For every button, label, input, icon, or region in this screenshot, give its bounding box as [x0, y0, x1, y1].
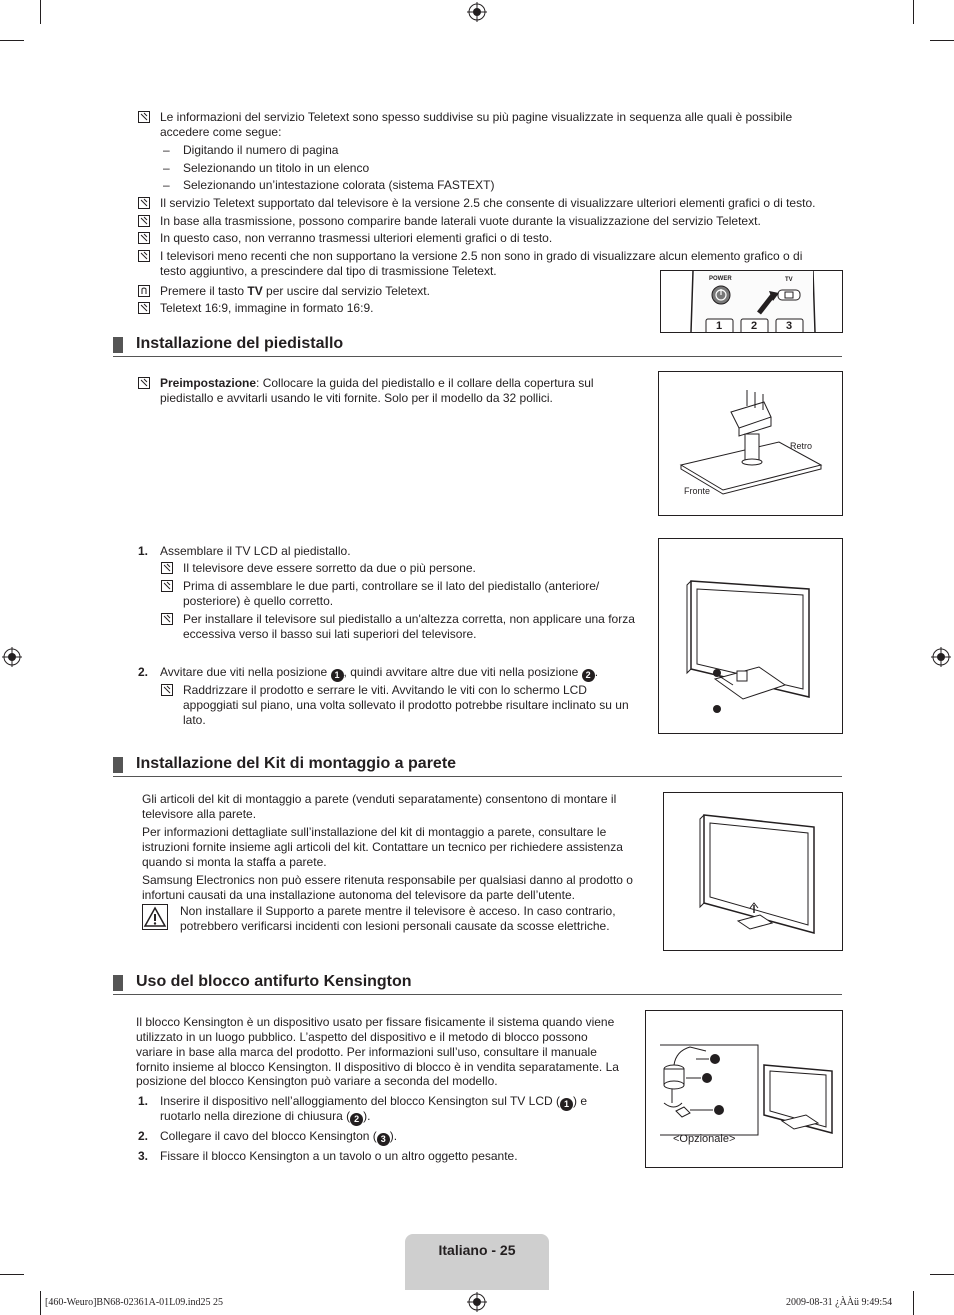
kensington-paragraph-line-5: posizione del blocco Kensington può variare a seconda del modello.	[136, 1074, 498, 1088]
note-icon	[138, 197, 150, 209]
crop-mark	[40, 1291, 41, 1315]
kensington-step-1: Inserire il dispositivo nell’alloggiamento del blocco Kensington sul TV LCD ( 1 ) e	[160, 1094, 587, 1109]
note-icon	[138, 215, 150, 227]
heading-bar	[113, 757, 123, 773]
teletext-note-5: I televisori meno recenti che non supportano la versione 2.5 non sono in grado di visualizzare alcun elemento grafico o di	[160, 249, 803, 263]
step-number: 3.	[138, 1149, 149, 1163]
note-icon	[161, 580, 173, 592]
kensington-figure	[645, 1010, 843, 1168]
wall-paragraph-2: Per informazioni dettagliate sull’installazione del kit di montaggio a parete, consultare le	[142, 825, 607, 839]
wall-warning: Non installare il Supporto a parete mentre il televisore è acceso. In caso contrario,	[180, 904, 616, 918]
wall-warning-cont: potrebbero verificarsi incidenti con lesioni personali causate da scosse elettriche.	[180, 919, 610, 933]
callout-2-icon: 2	[582, 669, 595, 682]
stand-heading: Installazione del piedistallo	[136, 335, 344, 352]
registration-mark-icon	[467, 1292, 487, 1312]
note-icon	[138, 302, 150, 314]
heading-bar	[113, 337, 123, 353]
teletext-note-1-cont: accedere come segue:	[160, 125, 282, 139]
stand-step-1-note-2-cont: posteriore) è quello corretto.	[183, 594, 334, 608]
dash: –	[163, 178, 170, 192]
wall-mount-illustration	[664, 793, 842, 950]
teletext-note-2: Il servizio Teletext supportato dal televisore è la versione 2.5 che consente di visualizzare ulteriori elementi grafici o di testo.	[160, 196, 816, 210]
kensington-step-3: Fissare il blocco Kensington a un tavolo o un altro oggetto pesante.	[160, 1149, 518, 1163]
callout-2-icon: 2	[350, 1113, 363, 1126]
teletext-note-4: In questo caso, non verranno trasmessi ulteriori elementi grafici o di testo.	[160, 231, 553, 245]
print-slug-right: 2009-08-31 ¿ÀÀü 9:49:54	[786, 1297, 893, 1308]
wall-paragraph-1-cont: televisore alla parete.	[142, 807, 257, 821]
wall-paragraph-3: Samsung Electronics non può essere ritenuta responsabile per qualsiasi danno al prodotto o	[142, 873, 633, 887]
teletext-note-7: Teletext 16:9, immagine in formato 16:9.	[160, 301, 374, 315]
step-number: 1.	[138, 544, 149, 558]
dash: –	[163, 143, 170, 157]
kensington-figure-caption: <Opzionale>	[673, 1133, 736, 1145]
heading-bar	[113, 975, 123, 991]
crop-mark	[0, 40, 24, 41]
step-number: 2.	[138, 665, 149, 679]
teletext-option-3: Selezionando un’intestazione colorata (sistema FASTEXT)	[183, 178, 495, 192]
preset-note-cont: piedistallo e avvitarli usando le viti fornite. Solo per il modello da 32 pollici.	[160, 391, 553, 405]
kensington-heading: Uso del blocco antifurto Kensington	[136, 973, 412, 990]
step-number: 1.	[138, 1094, 149, 1108]
wall-paragraph-2-cont: istruzioni fornite insieme agli articoli del kit. Contattare un tecnico per richiedere assistenza	[142, 840, 623, 854]
kensington-paragraph: Il blocco Kensington è un dispositivo usato per fissare fisicamente il sistema quando viene	[136, 1015, 615, 1029]
wall-paragraph-3-cont: infortuni causati da una installazione autonoma del televisore da parte dell’utente.	[142, 888, 575, 902]
kensington-step-2: Collegare il cavo del blocco Kensington ( 3 ).	[160, 1129, 398, 1144]
note-icon	[138, 232, 150, 244]
stand-back-label: Retro	[790, 441, 813, 451]
crop-mark	[930, 40, 954, 41]
remote-control-figure	[660, 270, 843, 333]
crop-mark	[913, 1291, 914, 1315]
remote-button-icon	[138, 285, 150, 297]
note-icon	[138, 250, 150, 262]
heading-rule	[113, 356, 842, 357]
kensington-paragraph-line-4: fornito insieme al blocco Kensington. Il dispositivo di blocco è in vendita separatamente. La	[136, 1060, 619, 1074]
stand-figure	[658, 371, 843, 516]
note-icon	[161, 684, 173, 696]
wall-heading: Installazione del Kit di montaggio a parete	[136, 755, 457, 772]
wall-paragraph-1: Gli articoli del kit di montaggio a parete (venduti separatamente) consentono di montare il	[142, 792, 617, 806]
print-slug-left: [460-Weuro]BN68-02361A-01L09.ind25 25	[45, 1297, 224, 1308]
remote-power-label: POWER	[709, 276, 732, 282]
crop-mark	[0, 1274, 24, 1275]
note-icon	[138, 111, 150, 123]
page-number: Italiano - 25	[438, 1242, 516, 1258]
warning-icon	[142, 904, 168, 930]
crop-mark	[930, 1274, 954, 1275]
callout-1-icon: 1	[560, 1098, 573, 1111]
step-number: 2.	[138, 1129, 149, 1143]
teletext-option-2: Selezionando un titolo in un elenco	[183, 161, 370, 175]
stand-step-2: Avvitare due viti nella posizione 1 , quindi avvitare altre due viti nella posizione 2 .	[160, 665, 599, 680]
teletext-note-6: Premere il tasto TV per uscire dal servizio Teletext.	[160, 284, 430, 298]
stand-step-1-note-3-cont: eccessiva verso il basso sui lati superiori del televisore.	[183, 627, 477, 641]
kensington-paragraph-line-3: variare in base alla marca del prodotto. Per informazioni sull’uso, consultare il manuale	[136, 1045, 597, 1059]
stand-step-1-note-2: Prima di assemblare le due parti, controllare se il lato del piedistallo (anteriore/	[183, 579, 600, 593]
teletext-note-5-cont: testo aggiuntivo, a prescindere dal tipo di trasmissione Teletext.	[160, 264, 497, 278]
tv-on-stand-illustration	[659, 539, 842, 733]
dash: –	[163, 161, 170, 175]
tv-on-stand-figure	[658, 538, 843, 734]
callout-1-icon: 1	[331, 669, 344, 682]
remote-key-1: 1	[716, 320, 723, 332]
heading-rule	[113, 776, 842, 777]
teletext-option-1: Digitando il numero di pagina	[183, 143, 339, 157]
remote-tv-label: TV	[785, 277, 793, 283]
registration-mark-icon	[931, 647, 951, 667]
stand-step-1-note-1: Il televisore deve essere sorretto da due o più persone.	[183, 561, 476, 575]
note-icon	[161, 613, 173, 625]
crop-mark	[40, 0, 41, 24]
callout-3-icon: 3	[377, 1133, 390, 1146]
teletext-note-3: In base alla trasmissione, possono comparire bande laterali vuote durante la visualizzazione del servizio Teletext.	[160, 214, 761, 228]
stand-step-1-note-3: Per installare il televisore sul piedistallo a un'altezza corretta, non applicare una forza	[183, 612, 635, 626]
note-icon	[161, 562, 173, 574]
stand-step-1: Assemblare il TV LCD al piedistallo.	[160, 544, 351, 558]
remote-key-2: 2	[751, 320, 758, 332]
kensington-paragraph-line-2: utilizzato in un luogo pubblico. L’aspetto del dispositivo e il metodo di blocco possono	[136, 1030, 588, 1044]
stand-front-label: Fronte	[684, 486, 711, 496]
wall-mount-figure	[663, 792, 843, 951]
heading-rule	[113, 994, 842, 995]
kensington-step-1-cont: ruotarlo nella direzione di chiusura ( 2 ).	[160, 1109, 371, 1124]
stand-step-2-note-1: Raddrizzare il prodotto e serrare le viti. Avvitando le viti con lo schermo LCD	[183, 683, 587, 697]
preset-note: Preimpostazione: Collocare la guida del piedistallo e il collare della copertura sul	[160, 376, 594, 390]
stand-step-2-note-1-cont: appoggiati sul piano, una volta sollevato il prodotto potrebbe risultare inclinato su un	[183, 698, 629, 712]
wall-paragraph-2-cont2: quando si monta la staffa a parete.	[142, 855, 327, 869]
crop-mark	[913, 0, 914, 24]
note-icon	[138, 377, 150, 389]
registration-mark-icon	[467, 2, 487, 22]
registration-mark-icon	[2, 647, 22, 667]
teletext-note-1: Le informazioni del servizio Teletext sono spesso suddivise su più pagine visualizzate in sequenza alle quali è possibile	[160, 110, 793, 124]
stand-step-2-note-1-cont2: lato.	[183, 713, 206, 727]
remote-key-3: 3	[786, 320, 793, 332]
